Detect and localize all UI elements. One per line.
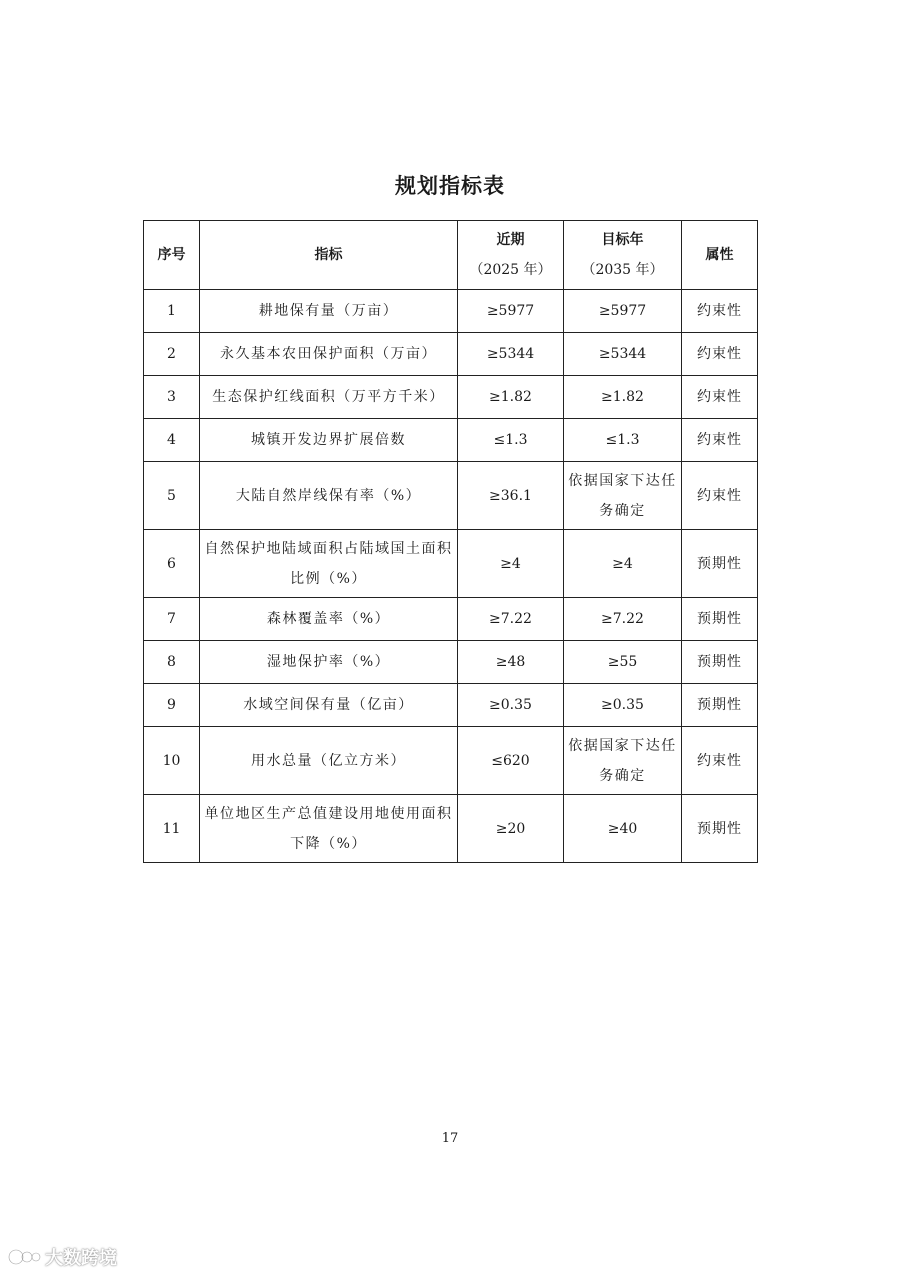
row-no: 3 [144, 376, 200, 419]
row-no: 10 [144, 727, 200, 795]
table-row [144, 333, 758, 376]
table-row [144, 290, 758, 333]
header-target [564, 221, 682, 290]
table-row [144, 795, 758, 863]
row-target: ≥4 [564, 530, 682, 598]
row-name: 大陆自然岸线保有率（%） [200, 462, 458, 530]
row-attr: 约束性 [682, 333, 758, 376]
row-near: ≥4 [458, 530, 564, 598]
header-near [458, 221, 564, 290]
row-attr: 预期性 [682, 641, 758, 684]
table-row [144, 419, 758, 462]
indicator-table-container [143, 220, 758, 863]
row-attr: 约束性 [682, 290, 758, 333]
row-target: ≥7.22 [564, 598, 682, 641]
row-attr: 约束性 [682, 419, 758, 462]
table-header-row [144, 221, 758, 290]
row-attr: 预期性 [682, 684, 758, 727]
page-number: 17 [441, 1131, 459, 1146]
row-target: ≥0.35 [564, 684, 682, 727]
row-name: 用水总量（亿立方米） [200, 727, 458, 795]
row-target: ≥40 [564, 795, 682, 863]
row-no: 2 [144, 333, 200, 376]
table-row [144, 598, 758, 641]
row-near: ≤1.3 [458, 419, 564, 462]
row-near: ≥5977 [458, 290, 564, 333]
row-near: ≥0.35 [458, 684, 564, 727]
row-no: 4 [144, 419, 200, 462]
row-name: 永久基本农田保护面积（万亩） [200, 333, 458, 376]
row-no: 8 [144, 641, 200, 684]
row-attr: 约束性 [682, 376, 758, 419]
row-near: ≥48 [458, 641, 564, 684]
row-target: ≥1.82 [564, 376, 682, 419]
row-name: 水域空间保有量（亿亩） [200, 684, 458, 727]
row-near: ≤620 [458, 727, 564, 795]
row-attr: 预期性 [682, 598, 758, 641]
row-attr: 预期性 [682, 795, 758, 863]
row-name: 自然保护地陆域面积占陆域国土面积比例（%） [200, 530, 458, 598]
row-near: ≥7.22 [458, 598, 564, 641]
row-target: ≥5344 [564, 333, 682, 376]
brand-logo-icon [8, 1246, 42, 1268]
row-near: ≥5344 [458, 333, 564, 376]
row-target: ≥55 [564, 641, 682, 684]
header-target-label: 目标年 [601, 232, 644, 248]
table-row [144, 530, 758, 598]
watermark [8, 1244, 117, 1270]
row-near: ≥36.1 [458, 462, 564, 530]
header-no: 序号 [144, 221, 200, 290]
row-no: 5 [144, 462, 200, 530]
row-no: 6 [144, 530, 200, 598]
row-target: ≥5977 [564, 290, 682, 333]
header-near-label: 近期 [496, 232, 525, 248]
row-name: 生态保护红线面积（万平方千米） [200, 376, 458, 419]
row-no: 9 [144, 684, 200, 727]
row-name: 耕地保有量（万亩） [200, 290, 458, 333]
row-name: 森林覆盖率（%） [200, 598, 458, 641]
row-near: ≥20 [458, 795, 564, 863]
header-name: 指标 [200, 221, 458, 290]
row-target: 依据国家下达任务确定 [564, 727, 682, 795]
header-attr: 属性 [682, 221, 758, 290]
row-target: 依据国家下达任务确定 [564, 462, 682, 530]
row-no: 7 [144, 598, 200, 641]
watermark-text: 大数跨境 [45, 1248, 117, 1269]
row-name: 湿地保护率（%） [200, 641, 458, 684]
row-name: 城镇开发边界扩展倍数 [200, 419, 458, 462]
row-near: ≥1.82 [458, 376, 564, 419]
row-no: 1 [144, 290, 200, 333]
row-attr: 约束性 [682, 727, 758, 795]
header-target-year: （2035 年） [581, 262, 664, 278]
row-attr: 预期性 [682, 530, 758, 598]
table-row [144, 684, 758, 727]
row-attr: 约束性 [682, 462, 758, 530]
row-no: 11 [144, 795, 200, 863]
page-title: 规划指标表 [395, 174, 505, 198]
row-target: ≤1.3 [564, 419, 682, 462]
table-row [144, 641, 758, 684]
table-row [144, 376, 758, 419]
table-row [144, 727, 758, 795]
row-name: 单位地区生产总值建设用地使用面积下降（%） [200, 795, 458, 863]
indicator-table [143, 220, 758, 863]
header-near-year: （2025 年） [469, 262, 552, 278]
table-row [144, 462, 758, 530]
